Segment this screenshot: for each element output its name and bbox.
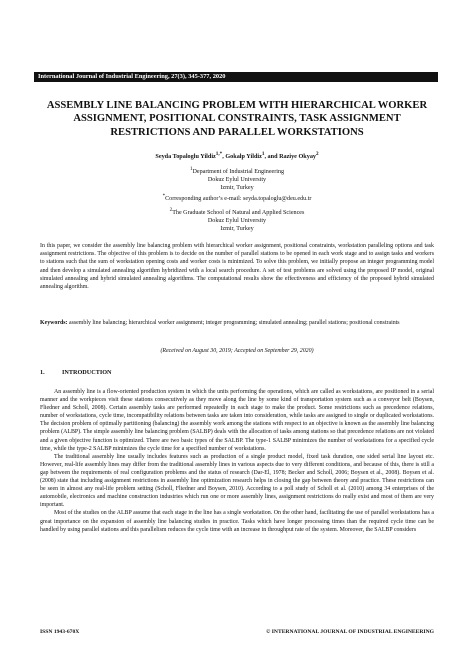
section-heading bbox=[40, 369, 434, 377]
keywords-label: Keywords: bbox=[40, 320, 68, 326]
author-list bbox=[40, 150, 434, 161]
author-superscript: 2 bbox=[316, 151, 319, 157]
footer-issn: ISSN 1943-670X bbox=[40, 629, 80, 635]
received-dates: (Received on August 30, 2019; Accepted on September 29, 2020) bbox=[160, 348, 314, 354]
paper-title: ASSEMBLY LINE BALANCING PROBLEM WITH HIERARCHICAL WORKER ASSIGNMENT, POSITIONAL CONSTRAINTS, TASK ASSIGNMENT RESTRICTIONS AND PARALLEL WORKSTATIONS bbox=[46, 100, 428, 138]
paragraph: An assembly line is a flow-oriented production system in which the units performing the operations, which are called as workstations, are positioned in a serial manner and the workpieces visit these stations consecutively as they move along the line by some kind of transportation system such as a conveyor belt (Boysen, Fliedner and Scholl, 2008). Certain assembly tasks are performed repeatedly in each stage to make the product. Some restrictions such as precedence relations, number of workstations, cycle time, incompatibility relations between tasks are taken into consideration, while tasks are assigned to single or duplicated workstations. The decision problem of optimally partitioning (balancing) the assembly work among the stations with respect to an objective is known as the assembly line balancing problem (ALBP). The simple assembly line balancing problem (SALBP) deals with the allocation of tasks among stations so that precedence relations are not violated and a given objective function is optimized. There are two basic types of the SALBP. The type-1 SALBP minimizes the number of workstations for a specified cycle time, while the type-2 SALBP minimizes the cycle time for a specified number of workstations. bbox=[40, 389, 434, 452]
affiliation-superscript: 1 bbox=[189, 166, 193, 172]
affiliation-university: Dokuz Eylul University bbox=[207, 177, 267, 184]
corresponding-author: *Corresponding author’s e-mail: seyda.topaloglu@deu.edu.tr bbox=[162, 193, 312, 203]
keywords-text: assembly line balancing; hierarchical worker assignment; integer programming; simulated annealing; parallel stations; positional constraints bbox=[67, 320, 400, 326]
affiliation-1 bbox=[40, 165, 434, 203]
journal-header: International Journal of Industrial Engineering, 27(3), 345-377, 2020 bbox=[34, 72, 438, 82]
author-name: Raziye Okyay bbox=[279, 153, 317, 161]
author-separator: , bbox=[222, 153, 226, 161]
body-text bbox=[40, 388, 434, 534]
author-name: Gokalp Yildiz bbox=[225, 153, 262, 161]
corresponding-superscript: * bbox=[162, 193, 166, 200]
keywords bbox=[40, 319, 434, 327]
abstract: In this paper, we consider the assembly line balancing problem with hierarchical worker assignment, positional constraints, workstation paralleling options and task assignment restrictions. The objective of this problem is to decide on the number of parallel stations to be opened in each work stage and to assign tasks and workers to stations such that the sum of workstation opening costs and worker costs is minimized. To solve this problem, we initially propose an integer programming model and then develop a simulated annealing algorithm hybridized with a local search procedure. A set of test problems are solved using the proposed IP model, original simulated annealing and hybrid simulated annealing algorithms. The computational results show the effectiveness and efficiency of the proposed hybrid simulated annealing algorithm. bbox=[40, 243, 434, 291]
author-separator: , and bbox=[264, 153, 280, 161]
author-name: Seyda Topaloglu Yildiz bbox=[155, 153, 216, 161]
affiliation-2 bbox=[40, 206, 434, 233]
section-number: 1. bbox=[40, 369, 45, 376]
affiliation-dept: $^2$The Graduate School of Natural and Applied Sciences bbox=[169, 207, 305, 217]
author-superscript: 1,* bbox=[215, 151, 223, 157]
affiliation-dept: $^1$Department of Industrial Engineering bbox=[189, 166, 285, 176]
footer-copyright: © INTERNATIONAL JOURNAL OF INDUSTRIAL ENGINEERING bbox=[266, 629, 434, 635]
affiliation-superscript: 2 bbox=[169, 207, 173, 213]
author-superscript: 1 bbox=[261, 151, 265, 157]
section-title: INTRODUCTION bbox=[62, 369, 112, 376]
paragraph: The traditional assembly line usually includes features such as production of a single product model, fixed task duration, one sided serial line layout etc. However, real-life assembly lines may differ from the traditional assembly lines in various aspects due to very different conditions, and because of this, there is still a gap between the requirements of real configuration problems and the status of research (Dar-El, 1978; Becker and Scholl, 2006; Boysen et al., 2008). Boysen et al. (2008) state that including assignment restrictions in assembly line optimization research helps in closing the gap between theory and practice. These restrictions can be seen in almost any real-life problem setting (Scholl, Fliedner and Boysen, 2010). According to a poll study of Scholl et al. (2010) among 34 enterprises of the automobile, electronics and machine construction industries which run one or more assembly lines, assignment restrictions do really exist and most of them are very important. bbox=[40, 453, 434, 509]
paragraph: Most of the studies on the ALBP assume that each stage in the line has a single workstation. On the other hand, facilitating the use of parallel workstations has a great importance on the expansion of assembly line balancing studies in practice. Tasks which have longer processing times than the required cycle time can be handled by using parallel stations and this parallelism reduces the cycle time with an increase in throughput rate of the system. Moreover, the SALBP considers bbox=[40, 510, 434, 533]
affiliation-university: Dokuz Eylul University bbox=[207, 218, 267, 225]
affiliation-city: Izmir, Turkey bbox=[220, 226, 254, 233]
affiliation-city: Izmir, Turkey bbox=[220, 185, 254, 192]
